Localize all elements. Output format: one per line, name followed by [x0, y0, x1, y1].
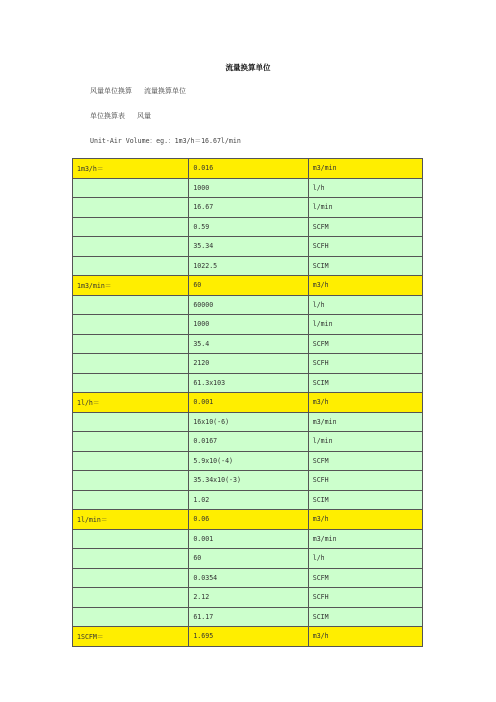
subtitle-part: 风量单位换算 — [90, 87, 132, 95]
value-cell: 0.06 — [189, 510, 308, 530]
subtitle-line-1 — [90, 86, 186, 96]
value-cell: 1.695 — [189, 627, 308, 647]
from-unit-cell — [73, 412, 189, 432]
subtitle-part: 单位换算表 — [90, 112, 125, 120]
from-unit-cell — [73, 451, 189, 471]
to-unit-cell: m3/min — [308, 529, 422, 549]
to-unit-cell: SCIM — [308, 490, 422, 510]
from-unit-cell — [73, 529, 189, 549]
from-unit-cell — [73, 178, 189, 198]
table-row — [73, 373, 423, 393]
value-cell: 1.02 — [189, 490, 308, 510]
to-unit-cell: l/min — [308, 198, 422, 218]
to-unit-cell: SCFM — [308, 451, 422, 471]
table-row — [73, 607, 423, 627]
to-unit-cell: l/h — [308, 178, 422, 198]
from-unit-cell — [73, 315, 189, 335]
from-unit-cell — [73, 198, 189, 218]
to-unit-cell: l/h — [308, 549, 422, 569]
from-unit-cell — [73, 588, 189, 608]
table-row — [73, 451, 423, 471]
value-cell: 2120 — [189, 354, 308, 374]
from-unit-cell — [73, 568, 189, 588]
subtitle-part: 流量换算单位 — [144, 87, 186, 95]
to-unit-cell: SCFM — [308, 217, 422, 237]
to-unit-cell: SCIM — [308, 373, 422, 393]
to-unit-cell: m3/h — [308, 393, 422, 413]
table-row — [73, 627, 423, 647]
value-cell: 60 — [189, 276, 308, 296]
to-unit-cell: SCFM — [308, 334, 422, 354]
table-row — [73, 159, 423, 179]
value-cell: 60 — [189, 549, 308, 569]
table-row — [73, 198, 423, 218]
to-unit-cell: l/h — [308, 295, 422, 315]
value-cell: 1000 — [189, 178, 308, 198]
value-cell: 61.17 — [189, 607, 308, 627]
table-row — [73, 334, 423, 354]
value-cell: 0.016 — [189, 159, 308, 179]
from-unit-cell — [73, 432, 189, 452]
table-row — [73, 217, 423, 237]
value-cell: 0.59 — [189, 217, 308, 237]
to-unit-cell: SCIM — [308, 607, 422, 627]
table-row — [73, 529, 423, 549]
from-unit-cell — [73, 334, 189, 354]
table-row — [73, 276, 423, 296]
value-cell: 0.0167 — [189, 432, 308, 452]
to-unit-cell: m3/min — [308, 159, 422, 179]
value-cell: 35.34x10(-3) — [189, 471, 308, 491]
value-cell: 1022.5 — [189, 256, 308, 276]
from-unit-cell: 1m3/min＝ — [73, 276, 189, 296]
table-row — [73, 471, 423, 491]
table-row — [73, 490, 423, 510]
from-unit-cell — [73, 471, 189, 491]
to-unit-cell: m3/min — [308, 412, 422, 432]
value-cell: 0.001 — [189, 393, 308, 413]
subtitle-part: 风量 — [137, 112, 151, 120]
from-unit-cell — [73, 549, 189, 569]
table-row — [73, 178, 423, 198]
table-row — [73, 568, 423, 588]
to-unit-cell: l/min — [308, 432, 422, 452]
example-line: Unit-Air Volume：eg.：1m3/h＝16.67l/min — [90, 137, 241, 145]
to-unit-cell: m3/h — [308, 276, 422, 296]
conversion-table — [72, 158, 423, 647]
conversion-table-body — [73, 159, 423, 647]
table-row — [73, 393, 423, 413]
from-unit-cell: 1l/min＝ — [73, 510, 189, 530]
value-cell: 35.34 — [189, 237, 308, 257]
subtitle-line-2 — [90, 111, 151, 121]
table-row — [73, 237, 423, 257]
value-cell: 1000 — [189, 315, 308, 335]
from-unit-cell — [73, 373, 189, 393]
to-unit-cell: SCFH — [308, 237, 422, 257]
from-unit-cell — [73, 490, 189, 510]
to-unit-cell: SCFM — [308, 568, 422, 588]
from-unit-cell — [73, 256, 189, 276]
value-cell: 35.4 — [189, 334, 308, 354]
from-unit-cell: 1SCFM＝ — [73, 627, 189, 647]
to-unit-cell: l/min — [308, 315, 422, 335]
table-row — [73, 354, 423, 374]
page-title: 流量换算单位 — [225, 63, 271, 72]
value-cell: 60000 — [189, 295, 308, 315]
to-unit-cell: m3/h — [308, 627, 422, 647]
from-unit-cell — [73, 607, 189, 627]
value-cell: 5.9x10(-4) — [189, 451, 308, 471]
to-unit-cell: m3/h — [308, 510, 422, 530]
table-row — [73, 588, 423, 608]
value-cell: 2.12 — [189, 588, 308, 608]
from-unit-cell — [73, 217, 189, 237]
to-unit-cell: SCFH — [308, 354, 422, 374]
value-cell: 0.001 — [189, 529, 308, 549]
value-cell: 16x10(-6) — [189, 412, 308, 432]
table-row — [73, 549, 423, 569]
table-row — [73, 315, 423, 335]
table-row — [73, 510, 423, 530]
table-row — [73, 432, 423, 452]
value-cell: 16.67 — [189, 198, 308, 218]
value-cell: 61.3x103 — [189, 373, 308, 393]
to-unit-cell: SCFH — [308, 588, 422, 608]
value-cell: 0.0354 — [189, 568, 308, 588]
to-unit-cell: SCFH — [308, 471, 422, 491]
from-unit-cell — [73, 237, 189, 257]
table-row — [73, 412, 423, 432]
from-unit-cell: 1m3/h＝ — [73, 159, 189, 179]
table-row — [73, 256, 423, 276]
from-unit-cell — [73, 354, 189, 374]
from-unit-cell: 1l/h＝ — [73, 393, 189, 413]
from-unit-cell — [73, 295, 189, 315]
table-row — [73, 295, 423, 315]
to-unit-cell: SCIM — [308, 256, 422, 276]
